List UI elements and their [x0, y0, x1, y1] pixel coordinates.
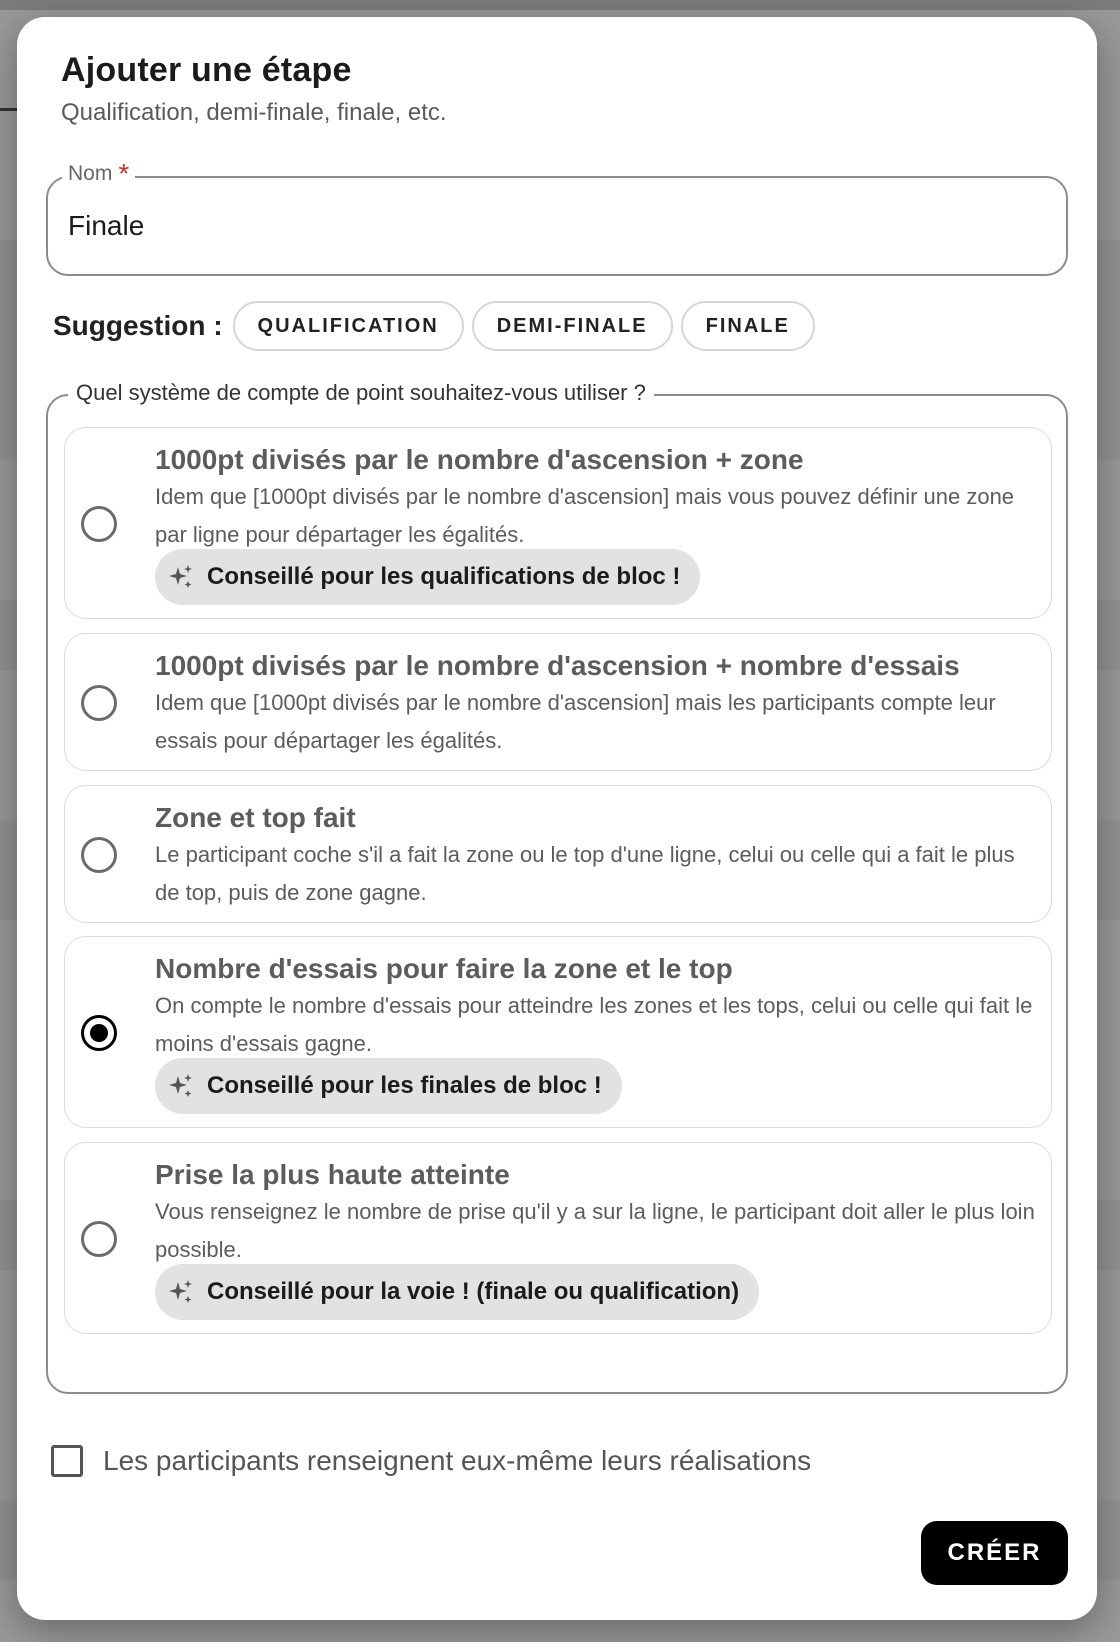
suggestion-chip-qualification[interactable]: QUALIFICATION — [233, 301, 464, 351]
radio-button[interactable] — [81, 837, 117, 873]
suggestion-row — [53, 301, 815, 351]
name-label-text: Nom — [68, 162, 113, 185]
points-option-1000pt-tries[interactable] — [64, 633, 1052, 771]
option-description: Le participant coche s'il a fait la zone ou le top d'une ligne, celui ou celle qui a fait le plus de top, puis de zone gagne. — [155, 842, 1015, 905]
add-stage-dialog — [17, 17, 1097, 1620]
points-option-1000pt-zone[interactable] — [64, 427, 1052, 619]
radio-button-selected[interactable] — [81, 1015, 117, 1051]
radio-button[interactable] — [81, 506, 117, 542]
option-description: On compte le nombre d'essais pour atteindre les zones et les tops, celui ou celle qui fait le moins d'essais gagne. — [155, 993, 1033, 1056]
self-report-label: Les participants renseignent eux-même leurs réalisations — [103, 1445, 812, 1476]
sparkle-icon — [167, 563, 195, 591]
required-asterisk: * — [118, 158, 130, 189]
sparkle-icon — [167, 1278, 195, 1306]
self-report-option[interactable] — [51, 1445, 811, 1477]
bg-tab-indicator — [0, 108, 18, 111]
option-title: Zone et top fait — [155, 802, 356, 833]
create-button[interactable]: CRÉER — [921, 1521, 1068, 1585]
advice-badge — [155, 1058, 622, 1114]
radio-button[interactable] — [81, 685, 117, 721]
advice-badge — [155, 1264, 759, 1320]
advice-text: Conseillé pour les finales de bloc ! — [207, 1072, 602, 1099]
suggestion-chip-demi-finale[interactable]: DEMI-FINALE — [472, 301, 673, 351]
option-title: Prise la plus haute atteinte — [155, 1159, 510, 1190]
sparkle-icon — [167, 1072, 195, 1100]
points-system-group — [46, 380, 1068, 1394]
option-description: Idem que [1000pt divisés par le nombre d'ascension] mais les participants compte leur essais pour départager les égalités. — [155, 690, 996, 753]
option-title: Nombre d'essais pour faire la zone et le top — [155, 953, 733, 984]
option-description: Vous renseignez le nombre de prise qu'il y a sur la ligne, le participant doit aller le plus loin possible. — [155, 1199, 1035, 1262]
advice-badge — [155, 549, 700, 605]
dialog-subtitle: Qualification, demi-finale, finale, etc. — [61, 99, 447, 126]
points-option-highest-hold[interactable] — [64, 1142, 1052, 1334]
suggestion-label: Suggestion : — [53, 310, 223, 341]
suggestion-chip-finale[interactable]: FINALE — [681, 301, 815, 351]
advice-text: Conseillé pour les qualifications de bloc ! — [207, 563, 681, 590]
points-option-tries-zone-top[interactable] — [64, 936, 1052, 1128]
points-system-legend: Quel système de compte de point souhaitez-vous utiliser ? — [68, 380, 654, 406]
option-title: 1000pt divisés par le nombre d'ascension + nombre d'essais — [155, 650, 960, 681]
advice-text: Conseillé pour la voie ! (finale ou qualification) — [207, 1278, 740, 1305]
name-input[interactable] — [68, 206, 1028, 246]
name-field[interactable] — [46, 158, 1068, 276]
self-report-checkbox[interactable] — [51, 1445, 83, 1477]
bg-band — [0, 0, 1120, 10]
radio-button[interactable] — [81, 1221, 117, 1257]
points-option-zone-top[interactable] — [64, 785, 1052, 923]
name-field-label — [62, 158, 135, 189]
dialog-title: Ajouter une étape — [61, 51, 352, 89]
option-description: Idem que [1000pt divisés par le nombre d'ascension] mais vous pouvez définir une zone par ligne pour départager les égalités. — [155, 484, 1015, 547]
option-title: 1000pt divisés par le nombre d'ascension + zone — [155, 444, 804, 475]
